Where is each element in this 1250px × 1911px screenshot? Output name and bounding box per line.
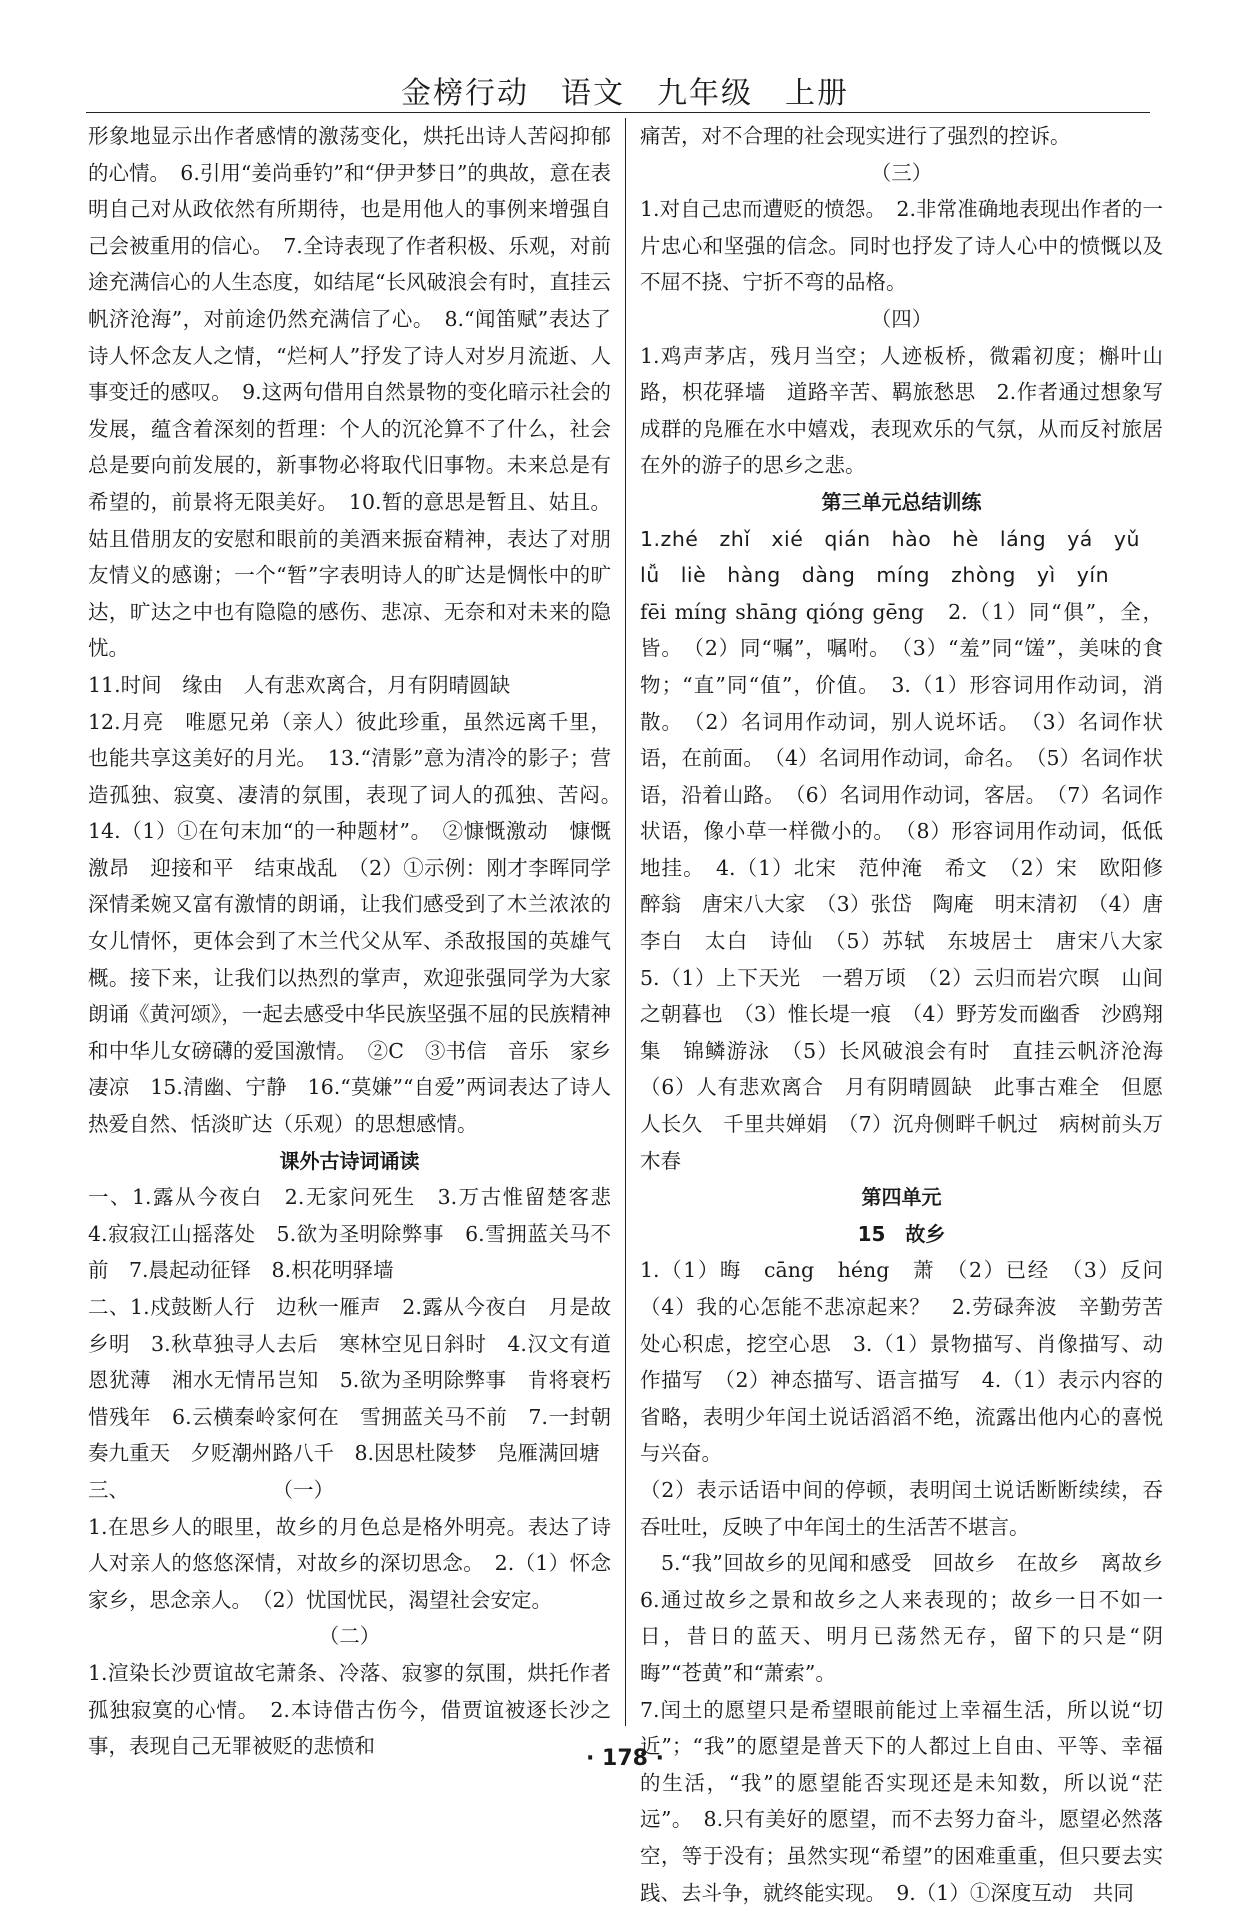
subsection-label: （三） xyxy=(870,160,933,185)
page-number: · 178 · xyxy=(586,1746,664,1771)
answer-paragraph: 痛苦，对不合理的社会现实进行了强烈的控诉。 xyxy=(640,124,1071,148)
answer-paragraph: 5.“我”回故乡的见闻和感受 回故乡 在故乡 离故乡 6.通过故乡之景和故乡之人来表现的；故乡一日不如一日，昔日的蓝天、明月已荡然无存，留下的只是“阴晦”“苍黄”和“萧索”。 xyxy=(640,1551,1184,1685)
answer-paragraph: 一、1.露从今夜白 2.无家问死生 3.万古惟留楚客悲 4.寂寂江山摇落处 5.欲为圣明除弊事 6.雪拥蓝关马不前 7.晨起动征铎 8.枳花明驿墙 xyxy=(88,1185,632,1283)
answer-paragraph: 形象地显示出作者感情的激荡变化，烘托出诗人苦闷抑郁的心情。 6.引用“姜尚垂钓”和“伊尹梦日”的典故，意在表明自己对从政依然有所期待，也是用他人的事例来增强自己会被重用的信心。 7.全诗表现了作者积极、乐观，对前途充满信心的人生态度，如结尾“长风破浪会有时，直挂云帆济沧海”，对前途仍然充满信了心。 8.“闻笛赋”表达了诗人怀念友人之情，“烂柯人”抒发了诗人对岁月流逝、人事变迁的感叹。 9.这两句借用自然景物的变化暗示社会的发展，蕴含着深刻的哲理：个人的沉沦算不了什么，社会总是要向前发展的，新事物必将取代旧事物。未来总是有希望的，前景将无限美好。 10.暂的意思是暂且、姑且。姑且借朋友的安慰和眼前的美酒来振奋精神，表达了对朋友情义的感谢；一个“暂”字表明诗人的旷达是惆怅中的旷达，旷达之中也有隐隐的感伤、悲凉、无奈和对未来的隐忧。 xyxy=(88,124,611,661)
answer-paragraph: 1.对自己忠而遭贬的愤怨。 2.非常准确地表现出作者的一片忠心和坚强的信念。同时也抒发了诗人心中的愤慨以及不屈不挠、宁折不弯的品格。 xyxy=(640,197,1163,295)
answer-paragraph: 二、1.戍鼓断人行 边秋一雁声 2.露从今夜白 月是故乡明 3.秋草独寻人去后 寒林空见日斜时 4.汉文有道恩犹薄 湘水无情吊岂知 5.欲为圣明除弊事 肯将衰朽惜残年 6.云横秦岭家何在 雪拥蓝关马不前 7.一封朝奏九重天 夕贬潮州路八千 8.因思杜陵梦 凫雁满回塘 xyxy=(88,1295,611,1466)
lesson-heading-hometown: 15 故乡 xyxy=(857,1221,946,1246)
header-rule xyxy=(86,112,1150,113)
section-heading-extracurricular-poems: 课外古诗词诵读 xyxy=(279,1148,420,1173)
answer-paragraph: 1.鸡声茅店，残月当空；人迹板桥，微霜初度；槲叶山路，枳花驿墙 道路辛苦、羁旅愁思 2.作者通过想象写成群的凫雁在水中嬉戏，表现欢乐的气氛，从而反衬旅居在外的游子的思乡之悲。 xyxy=(640,343,1163,478)
left-column xyxy=(88,118,632,1765)
pinyin-line: lǚ liè hàng dàng míng zhòng yì yín xyxy=(640,563,1110,588)
right-column xyxy=(640,118,1184,1911)
answer-paragraph: （2）表示话语中间的停顿，表明闰土说话断断续续，吞吞吐吐，反映了中年闰土的生活苦不堪言。 xyxy=(640,1477,1163,1539)
pinyin-line: 1.zhé zhǐ xié qián hào hè láng yá yǔ xyxy=(640,526,1140,551)
answer-paragraph: 1.渲染长沙贾谊故宅萧条、冷落、寂寥的氛围，烘托作者孤独寂寞的心情。 2.本诗借古伤今，借贾谊被逐长沙之事，表现自己无罪被贬的悲愤和 xyxy=(88,1660,611,1759)
answer-paragraph: 7.闰土的愿望只是希望眼前能过上幸福生活，所以说“切近”；“我”的愿望是普天下的人都过上自由、平等、幸福的生活，“我”的愿望能否实现还是未知数，所以说“茫远”。 8.只有美好的愿望，而不去努力奋斗，愿望必然落空，等于没有；虽然实现“希望”的困难重重，但只要去实践、去斗争，就终能实现。 9.（1）①深度互动 共同 xyxy=(640,1697,1163,1905)
answer-paragraph: 12.月亮 唯愿兄弟（亲人）彼此珍重，虽然远离千里，也能共享这美好的月光。 13.“清影”意为清冷的影子；营造孤独、寂寞、凄清的氛围，表现了词人的孤独、苦闷。 14.（1）①在句末加“的一种题材”。 ②慷慨激动 慷慨激昂 迎接和平 结束战乱 （2）①示例：刚才李晖同学深情柔婉又富有激情的朗诵，让我们感受到了木兰浓浓的女儿情怀，更体会到了木兰代父从军、杀敌报国的英雄气概。接下来，让我们以热烈的掌声，欢迎张强同学为大家朗诵《黄河颂》，一起去感受中华民族坚强不屈的民族精神和中华儿女磅礴的爱国激情。 ②C ③书信 音乐 家乡 凄凉 15.清幽、宁静 16.“莫嫌”“自爱”两词表达了诗人热爱自然、恬淡旷达（乐观）的思想感情。 xyxy=(88,709,632,1137)
subsection-label: （四） xyxy=(870,306,933,331)
subsection-label: 三、 （一） xyxy=(88,1477,334,1502)
subsection-label: （二） xyxy=(318,1624,381,1649)
answer-paragraph: fēi míng shāng qióng gēng 2.（1）同“俱”，全，皆。 （2）同“嘱”，嘱咐。 （3）“羞”同“馐”，美味的食物；“直”同“值”，价值。 3.（1）形容词用作动词，消散。 （2）名词用作动词，别人说坏话。 （3）名词作状语，在前面。 （4）名词用作动词，命名。 （5）名词作状语，沿着山路。 （6）名词用作动词，客居。 （7）名词作状语，像小草一样微小的。 （8）形容词用作动词，低低地挂。 4.（1）北宋 范仲淹 希文 （2）宋 欧阳修 醉翁 唐宋八大家 （3）张岱 陶庵 明末清初 （4）唐 李白 太白 诗仙 （5）苏轼 东坡居士 唐宋八大家 5.（1）上下天光 一碧万顷 （2）云归而岩穴暝 山间之朝暮也 （3）惟长堤一痕 （4）野芳发而幽香 沙鸥翔集 锦鳞游泳 （5）长风破浪会有时 直挂云帆济沧海 （6）人有悲欢离合 月有阴晴圆缺 此事古难全 但愿人长久 千里共婵娟 （7）沉舟侧畔千帆过 病树前头万木春 xyxy=(640,599,1184,1173)
answer-paragraph: 11.时间 缘由 人有悲欢离合，月有阴晴圆缺 xyxy=(88,672,511,697)
column-divider xyxy=(625,118,626,1726)
answer-paragraph: 1.（1）晦 cāng héng 萧 （2）已经 （3）反问 （4）我的心怎能不悲凉起来？ 2.劳碌奔波 辛勤劳苦 处心积虑，挖空心思 3.（1）景物描写、肖像描写、动作描写 （2）神态描写、语言描写 4.（1）表示内容的省略，表明少年闰土说话滔滔不绝，流露出他内心的喜悦与兴奋。 xyxy=(640,1258,1184,1466)
section-heading-unit4: 第四单元 xyxy=(861,1185,942,1210)
answer-paragraph: 1.在思乡人的眼里，故乡的月色总是格外明亮。表达了诗人对亲人的悠悠深情，对故乡的深切思念。 2.（1）怀念家乡，思念亲人。 （2）忧国忧民，渴望社会安定。 xyxy=(88,1514,611,1612)
section-heading-unit3-review: 第三单元总结训练 xyxy=(821,489,982,514)
running-header: 金榜行动 语文 九年级 上册 xyxy=(401,76,849,111)
